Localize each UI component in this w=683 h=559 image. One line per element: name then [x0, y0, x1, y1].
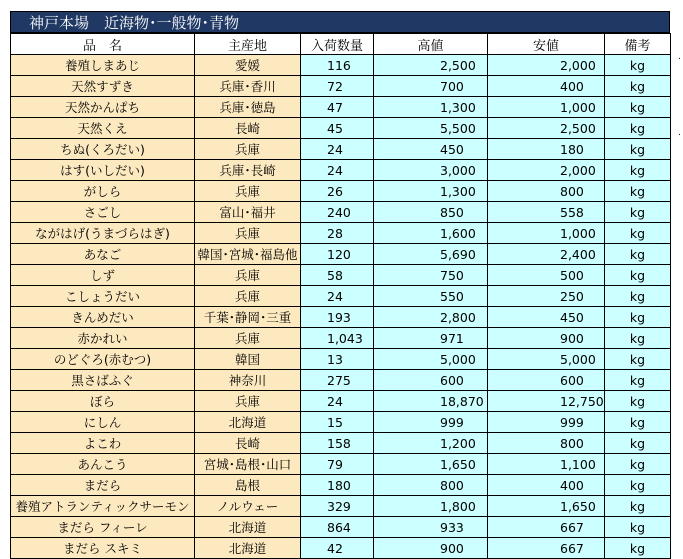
cell-low-price: 2,500 — [488, 118, 605, 139]
report-title: 神戸本場 近海物･一般物･青物 — [10, 11, 670, 33]
cell-origin: 兵庫 — [195, 328, 301, 349]
table-row — [11, 244, 671, 265]
cell-unit: kg — [605, 307, 671, 328]
cell-high-price: 550 — [374, 286, 488, 307]
cell-low-price: 450 — [488, 307, 605, 328]
cell-quantity: 26 — [301, 181, 374, 202]
table-row — [11, 307, 671, 328]
cell-high-price: 971 — [374, 328, 488, 349]
table-row — [11, 517, 671, 538]
cell-quantity: 275 — [301, 370, 374, 391]
table-row — [11, 139, 671, 160]
cell-low-price: 250 — [488, 286, 605, 307]
table-row — [11, 328, 671, 349]
cell-unit: kg — [605, 244, 671, 265]
cell-fish-name: 赤かれい — [11, 328, 195, 349]
cell-unit: kg — [605, 433, 671, 454]
table-row — [11, 202, 671, 223]
cell-quantity: 28 — [301, 223, 374, 244]
cell-fish-name: さごし — [11, 202, 195, 223]
cell-quantity: 864 — [301, 517, 374, 538]
cell-unit: kg — [605, 349, 671, 370]
cell-high-price: 1,600 — [374, 223, 488, 244]
header-origin: 主産地 — [195, 34, 301, 55]
cell-high-price: 999 — [374, 412, 488, 433]
cell-quantity: 45 — [301, 118, 374, 139]
cell-fish-name: しず — [11, 265, 195, 286]
cell-origin: 韓国 — [195, 349, 301, 370]
cell-low-price: 558 — [488, 202, 605, 223]
cell-high-price: 1,200 — [374, 433, 488, 454]
cell-unit: kg — [605, 265, 671, 286]
cell-fish-name: はす(いしだい) — [11, 160, 195, 181]
cell-origin: 愛媛 — [195, 55, 301, 76]
margin-mark: . — [678, 52, 681, 62]
table-row — [11, 118, 671, 139]
cell-quantity: 240 — [301, 202, 374, 223]
cell-quantity: 24 — [301, 139, 374, 160]
header-low-price: 安値 — [488, 34, 605, 55]
cell-origin: 北海道 — [195, 538, 301, 559]
cell-fish-name: 天然すずき — [11, 76, 195, 97]
cell-low-price: 1,100 — [488, 454, 605, 475]
cell-unit: kg — [605, 223, 671, 244]
cell-origin: ノルウェー — [195, 496, 301, 517]
cell-unit: kg — [605, 475, 671, 496]
cell-quantity: 329 — [301, 496, 374, 517]
cell-high-price: 2,500 — [374, 55, 488, 76]
cell-origin: 兵庫 — [195, 391, 301, 412]
table-row — [11, 433, 671, 454]
cell-origin: 兵庫 — [195, 286, 301, 307]
cell-high-price: 1,800 — [374, 496, 488, 517]
table-row — [11, 181, 671, 202]
cell-low-price: 800 — [488, 433, 605, 454]
cell-fish-name: にしん — [11, 412, 195, 433]
cell-low-price: 400 — [488, 76, 605, 97]
cell-fish-name: ちぬ(くろだい) — [11, 139, 195, 160]
cell-unit: kg — [605, 160, 671, 181]
cell-fish-name: ながはげ(うまづらはぎ) — [11, 223, 195, 244]
cell-origin: 兵庫 — [195, 139, 301, 160]
cell-quantity: 24 — [301, 391, 374, 412]
cell-unit: kg — [605, 517, 671, 538]
table-row — [11, 412, 671, 433]
cell-quantity: 47 — [301, 97, 374, 118]
cell-quantity: 13 — [301, 349, 374, 370]
cell-unit: kg — [605, 370, 671, 391]
cell-fish-name: あなご — [11, 244, 195, 265]
cell-high-price: 800 — [374, 475, 488, 496]
cell-origin: 宮城･島根･山口 — [195, 454, 301, 475]
cell-origin: 長崎 — [195, 118, 301, 139]
cell-fish-name: こしょうだい — [11, 286, 195, 307]
cell-low-price: 600 — [488, 370, 605, 391]
cell-fish-name: がしら — [11, 181, 195, 202]
cell-high-price: 5,500 — [374, 118, 488, 139]
cell-unit: kg — [605, 496, 671, 517]
cell-origin: 島根 — [195, 475, 301, 496]
table-row — [11, 370, 671, 391]
cell-fish-name: 黒さばふぐ — [11, 370, 195, 391]
cell-high-price: 5,690 — [374, 244, 488, 265]
cell-low-price: 2,000 — [488, 160, 605, 181]
cell-origin: 富山･福井 — [195, 202, 301, 223]
cell-unit: kg — [605, 181, 671, 202]
cell-origin: 北海道 — [195, 412, 301, 433]
cell-low-price: 2,000 — [488, 55, 605, 76]
table-row — [11, 223, 671, 244]
price-table — [10, 33, 671, 559]
table-row — [11, 538, 671, 559]
cell-unit: kg — [605, 97, 671, 118]
cell-low-price: 667 — [488, 538, 605, 559]
cell-quantity: 42 — [301, 538, 374, 559]
cell-origin: 兵庫 — [195, 265, 301, 286]
cell-low-price: 1,000 — [488, 97, 605, 118]
table-row — [11, 160, 671, 181]
cell-origin: 北海道 — [195, 517, 301, 538]
cell-high-price: 1,300 — [374, 181, 488, 202]
cell-unit: kg — [605, 538, 671, 559]
cell-high-price: 3,000 — [374, 160, 488, 181]
header-quantity: 入荷数量 — [301, 34, 374, 55]
table-row — [11, 391, 671, 412]
table-row — [11, 286, 671, 307]
cell-fish-name: まだら フィーレ — [11, 517, 195, 538]
cell-quantity: 158 — [301, 433, 374, 454]
cell-quantity: 72 — [301, 76, 374, 97]
cell-high-price: 450 — [374, 139, 488, 160]
table-row — [11, 454, 671, 475]
cell-high-price: 1,650 — [374, 454, 488, 475]
cell-low-price: 800 — [488, 181, 605, 202]
table-row — [11, 265, 671, 286]
cell-unit: kg — [605, 454, 671, 475]
cell-fish-name: よこわ — [11, 433, 195, 454]
cell-origin: 兵庫･長崎 — [195, 160, 301, 181]
cell-low-price: 180 — [488, 139, 605, 160]
cell-origin: 長崎 — [195, 433, 301, 454]
cell-unit: kg — [605, 286, 671, 307]
cell-unit: kg — [605, 118, 671, 139]
cell-unit: kg — [605, 412, 671, 433]
margin-mark: . — [678, 128, 681, 138]
cell-fish-name: きんめだい — [11, 307, 195, 328]
table-row — [11, 97, 671, 118]
cell-low-price: 500 — [488, 265, 605, 286]
cell-fish-name: まだら スキミ — [11, 538, 195, 559]
cell-low-price: 400 — [488, 475, 605, 496]
cell-fish-name: ぼら — [11, 391, 195, 412]
header-row — [11, 34, 671, 55]
cell-high-price: 700 — [374, 76, 488, 97]
cell-high-price: 18,870 — [374, 391, 488, 412]
cell-high-price: 850 — [374, 202, 488, 223]
cell-quantity: 193 — [301, 307, 374, 328]
market-report — [10, 11, 670, 559]
cell-fish-name: まだら — [11, 475, 195, 496]
table-row — [11, 55, 671, 76]
cell-fish-name: 養殖アトランティックサーモン — [11, 496, 195, 517]
cell-fish-name: のどぐろ(赤むつ) — [11, 349, 195, 370]
cell-low-price: 5,000 — [488, 349, 605, 370]
cell-origin: 神奈川 — [195, 370, 301, 391]
cell-high-price: 900 — [374, 538, 488, 559]
cell-quantity: 15 — [301, 412, 374, 433]
cell-quantity: 1,043 — [301, 328, 374, 349]
cell-low-price: 12,750 — [488, 391, 605, 412]
table-row — [11, 76, 671, 97]
table-row — [11, 475, 671, 496]
cell-quantity: 24 — [301, 286, 374, 307]
cell-high-price: 5,000 — [374, 349, 488, 370]
cell-origin: 兵庫 — [195, 181, 301, 202]
cell-quantity: 24 — [301, 160, 374, 181]
cell-high-price: 1,300 — [374, 97, 488, 118]
cell-fish-name: 天然かんぱち — [11, 97, 195, 118]
cell-quantity: 116 — [301, 55, 374, 76]
cell-low-price: 1,000 — [488, 223, 605, 244]
cell-high-price: 600 — [374, 370, 488, 391]
cell-low-price: 2,400 — [488, 244, 605, 265]
cell-low-price: 667 — [488, 517, 605, 538]
header-name: 品 名 — [11, 34, 195, 55]
cell-unit: kg — [605, 391, 671, 412]
header-high-price: 高値 — [374, 34, 488, 55]
cell-origin: 千葉･静岡･三重 — [195, 307, 301, 328]
cell-quantity: 58 — [301, 265, 374, 286]
cell-unit: kg — [605, 139, 671, 160]
cell-unit: kg — [605, 328, 671, 349]
cell-origin: 兵庫･香川 — [195, 76, 301, 97]
cell-high-price: 2,800 — [374, 307, 488, 328]
header-note: 備考 — [605, 34, 671, 55]
cell-quantity: 120 — [301, 244, 374, 265]
cell-low-price: 900 — [488, 328, 605, 349]
cell-origin: 韓国･宮城･福島他 — [195, 244, 301, 265]
cell-origin: 兵庫･徳島 — [195, 97, 301, 118]
cell-unit: kg — [605, 76, 671, 97]
table-row — [11, 349, 671, 370]
table-row — [11, 496, 671, 517]
cell-quantity: 180 — [301, 475, 374, 496]
cell-low-price: 1,650 — [488, 496, 605, 517]
cell-unit: kg — [605, 202, 671, 223]
cell-fish-name: 天然くえ — [11, 118, 195, 139]
cell-origin: 兵庫 — [195, 223, 301, 244]
cell-unit: kg — [605, 55, 671, 76]
cell-low-price: 999 — [488, 412, 605, 433]
cell-high-price: 933 — [374, 517, 488, 538]
cell-fish-name: 養殖しまあじ — [11, 55, 195, 76]
cell-fish-name: あんこう — [11, 454, 195, 475]
cell-quantity: 79 — [301, 454, 374, 475]
cell-high-price: 750 — [374, 265, 488, 286]
